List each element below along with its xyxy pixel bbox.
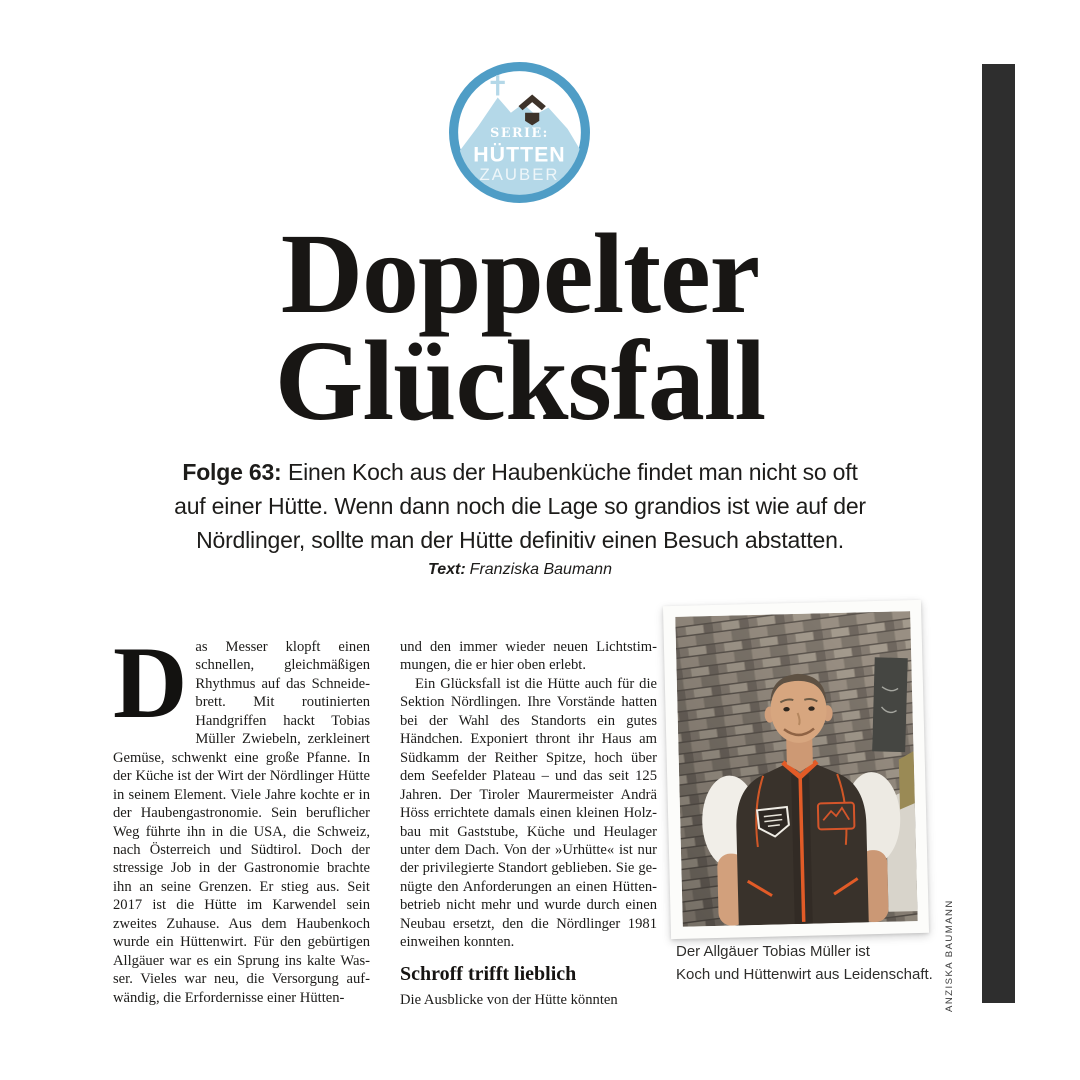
photo-credit: ANZISKA BAUMANN: [944, 899, 955, 1012]
photo-caption: [676, 940, 956, 986]
byline-label: Text:: [428, 561, 466, 578]
article-column-2: [400, 638, 657, 1008]
paragraph: Ein Glücksfall ist die Hütte auch für die Sektion Nördlingen. Ihre Vorstände hatten bei der Wahl des Standorts ein gutes Händchen. Exponiert thront ihr Haus am Südkamm der Reither Spitze, hoch über dem Seefelder Plateau – und das seit 125 Jahren. Der Tiroler Maurermeister Andrä Höss errichtete damals einen kleinen Holzbau mit Gaststube, Küche und Heulager unter dem Dach. Von der »Urhütte« ist nur der privilegierte Standort geblieben. Sie genügte den Anforderungen an einen Hüttenbetrieb nicht mehr und wurde durch einen Neubau ersetzt, den die Nördlinger 1981 einweihen konnten.: [400, 675, 657, 951]
series-badge: [448, 61, 591, 204]
series-badge-graphic: [448, 61, 591, 204]
standfirst: [170, 455, 870, 557]
badge-huetten-label: HÜTTEN: [473, 142, 566, 167]
headline: [20, 210, 1020, 444]
headline-line1: Doppelter: [280, 210, 760, 337]
byline: [20, 561, 1020, 579]
paragraph: [113, 638, 370, 1007]
article-column-1: [113, 638, 370, 1008]
badge-zauber-label: ZAUBER: [479, 165, 560, 185]
wood-board: [899, 751, 915, 809]
standfirst-label: Folge 63:: [182, 459, 282, 485]
subhead: Schroff trifft lieblich: [400, 962, 577, 985]
hut-keeper-photo: [675, 611, 918, 927]
headline-line2: Glücksfall: [274, 317, 766, 444]
caption-line2: Koch und Hüttenwirt aus Leidenschaft.: [676, 966, 933, 983]
dropcap: D: [113, 638, 188, 740]
paragraph: Die Ausblicke von der Hütte könnten: [400, 991, 618, 1008]
paragraph-text: as Messer klopft einen schnellen, gleichmäßigen Rhythmus auf das Schneidebrett. Mit routinierten Handgriffen hackt Tobias Müller Zwiebeln, zerkleinert Gemüse, schwenkt eine große Pfanne. In der Küche ist der Wirt der Nördlinger Hütte in seinem Element. Viele Jahre kochte er in der Haubengastronomie. Sein beruflicher Weg führte ihn in die USA, die Schweiz, nach Österreich und Südtirol. Doch der stressige Job in der Gastronomie brachte ihn an seine Grenzen. Er stieg aus. Seit 2017 ist die Hütte im Karwendel sein zweites Zuhause. Aus dem Haubenkoch wurde ein Hüttenwirt. Für den gebürtigen Allgäuer war es ein Sprung ins kalte Wasser. Vieles war neu, die Versorgung aufwändig, die Erfordernisse einer Hütten-: [113, 639, 370, 1006]
badge-serie-label: SERIE:: [490, 125, 549, 141]
page-edge-bar: [982, 64, 1015, 1003]
standfirst-text: Einen Koch aus der Haubenküche findet man nicht so oft auf einer Hütte. Wenn dann noch die Lage so grandios ist wie auf der Nördlinger, sollte man der Hütte definitiv einen Besuch abstatten.: [174, 459, 866, 553]
caption-line1: Der Allgäuer Tobias Müller ist: [676, 943, 870, 960]
byline-name: Franziska Baumann: [469, 561, 612, 578]
chalkboard-sign: [870, 656, 910, 752]
paragraph: und den immer wieder neuen Lichtstimmungen, die er hier oben erlebt.: [400, 639, 657, 674]
photo-frame: [663, 600, 929, 939]
chest-badge-right: [818, 803, 855, 830]
